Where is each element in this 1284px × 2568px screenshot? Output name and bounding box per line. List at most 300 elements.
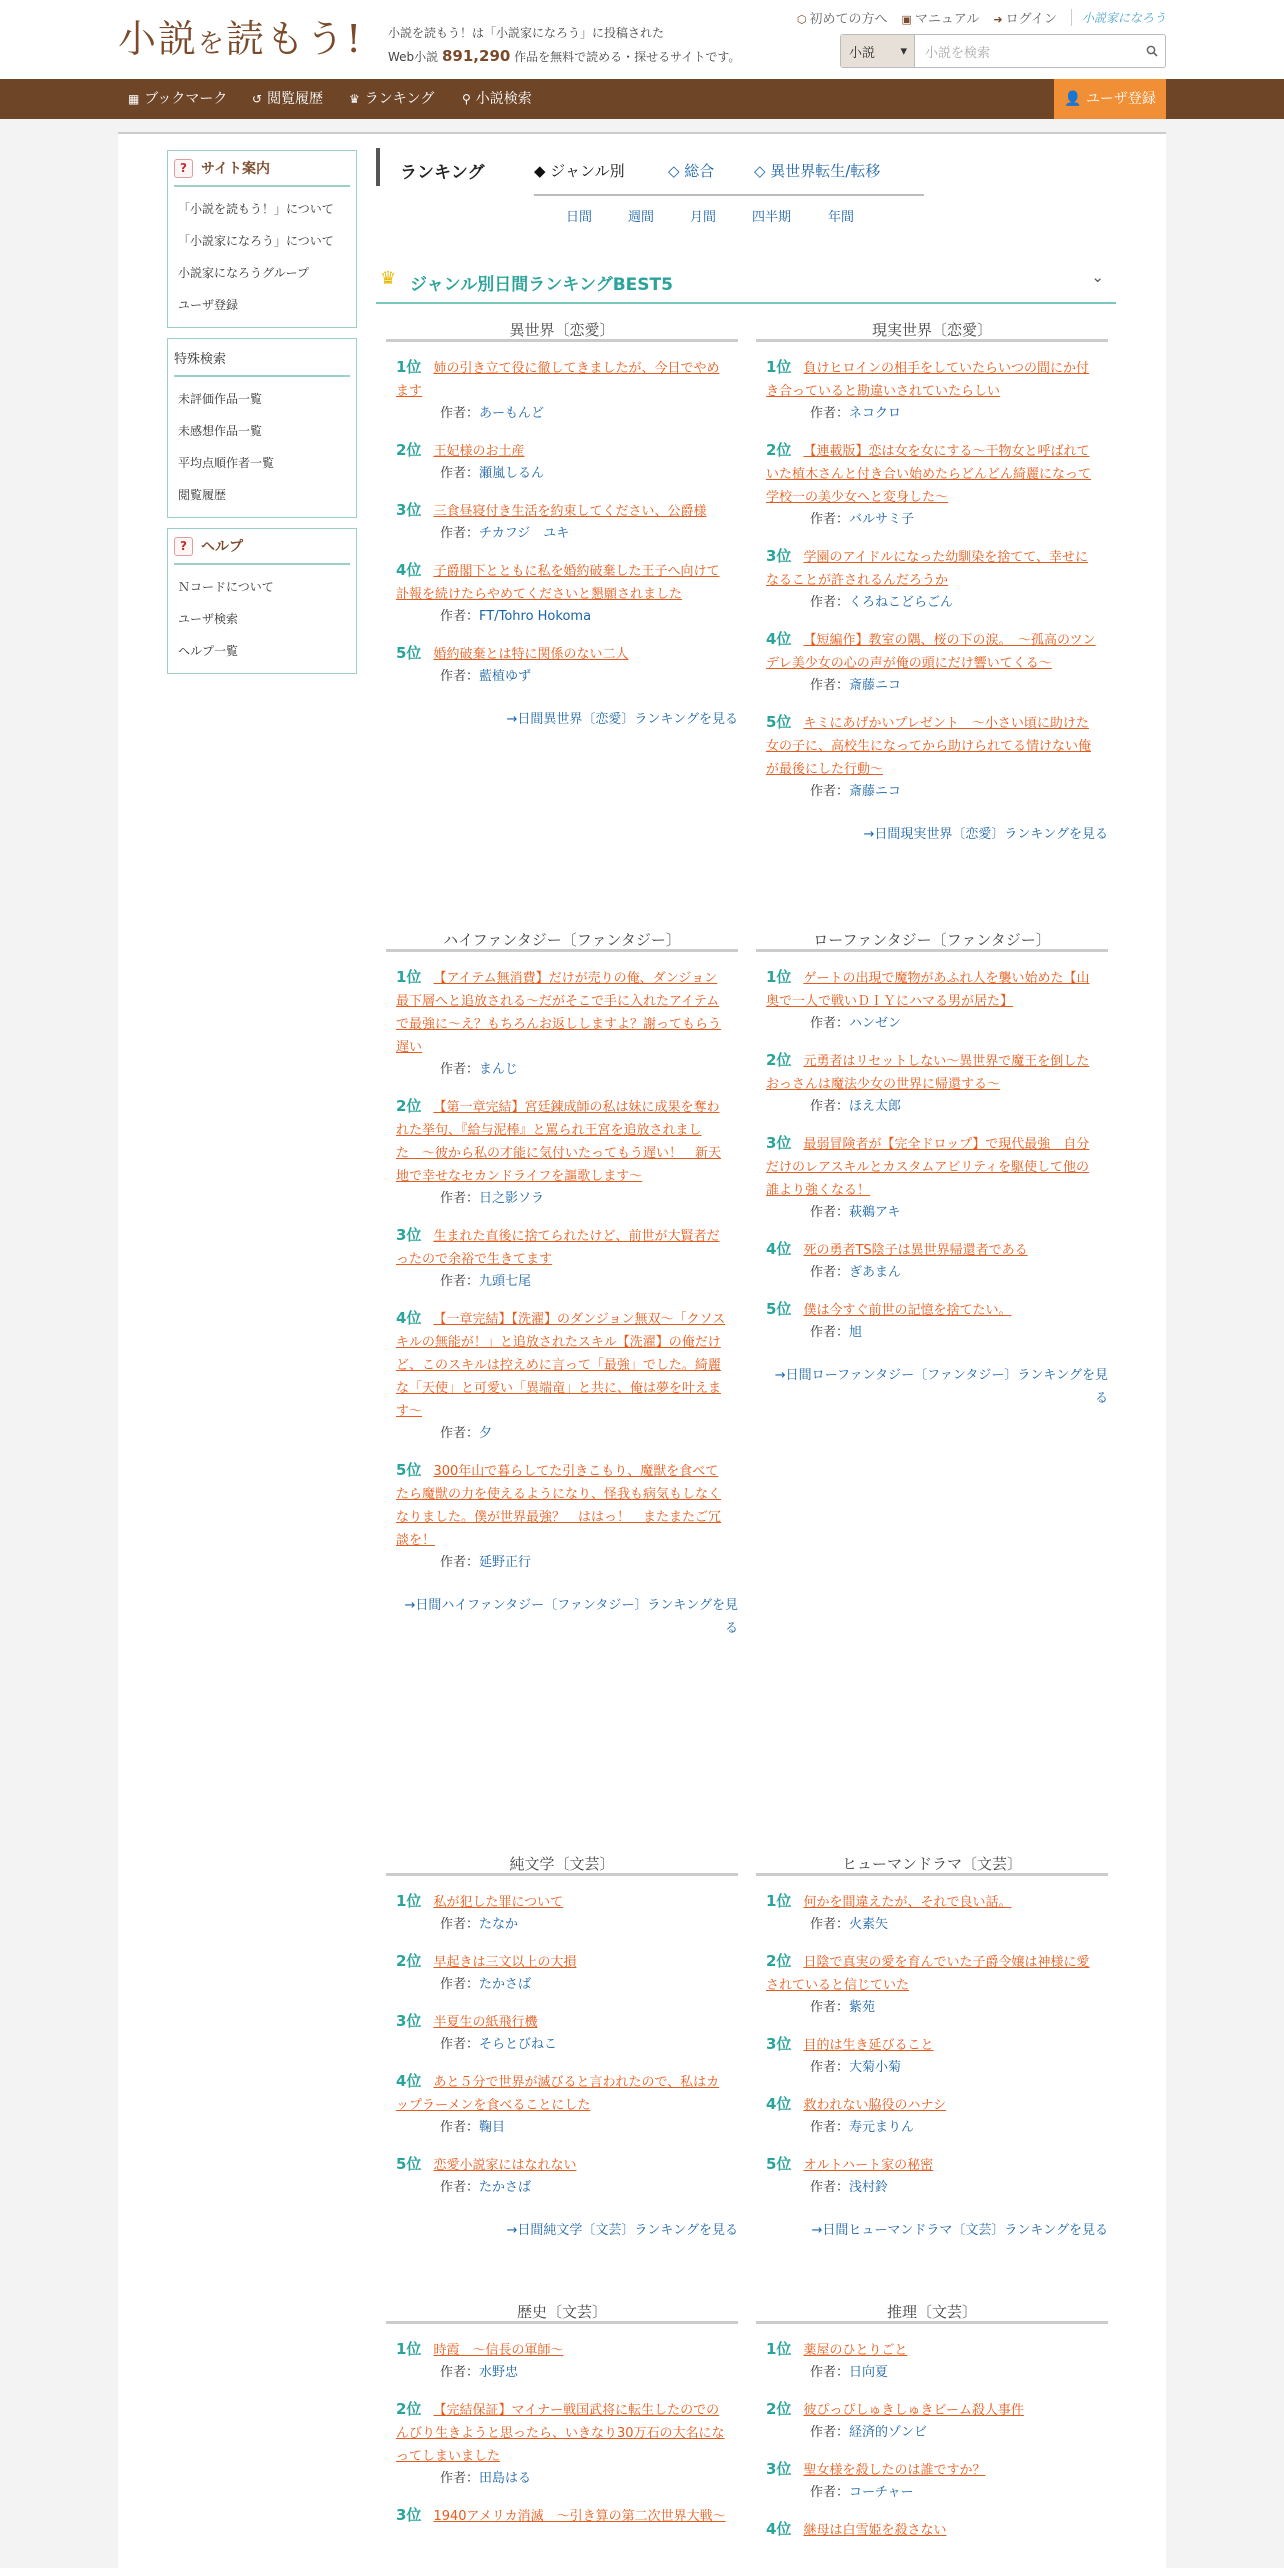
author-label: 作者： bbox=[440, 1062, 480, 1077]
period-weekly[interactable]: 週間 bbox=[628, 210, 655, 225]
site-logo[interactable]: 小説を読もう! bbox=[118, 17, 364, 61]
author-line bbox=[396, 1423, 728, 1445]
author-label: 作者： bbox=[810, 512, 850, 527]
rank-number: 5位 bbox=[396, 644, 422, 662]
genre-block bbox=[756, 1854, 1108, 2242]
author-line bbox=[766, 2422, 1098, 2444]
author-line bbox=[766, 1013, 1098, 1035]
author-label: 作者： bbox=[810, 1099, 850, 1114]
author-label: 作者： bbox=[810, 1016, 850, 1031]
novel-title-link[interactable]: 子爵閣下とともに私を婚約破棄した王子へ向けて訃報を続けたらやめてくださいと懇願されました bbox=[396, 564, 720, 602]
sidebar-item-user-search[interactable]: ユーザ検索 bbox=[178, 612, 239, 626]
site-header bbox=[0, 0, 1284, 79]
author-label: 作者： bbox=[810, 678, 850, 693]
tab-isekai[interactable]: ◇ 異世界転生/転移 bbox=[754, 162, 881, 180]
novel-title-link[interactable]: 負けヒロインの相手をしていたらいつの間にか付き合っていると勘違いされていたらしい bbox=[766, 361, 1090, 399]
novel-count: 891,290 bbox=[442, 47, 511, 65]
site-description: 小説を読もう！は「小説家になろう」に投稿された bbox=[388, 26, 665, 40]
author-line bbox=[766, 1914, 1098, 1936]
author-label: 作者： bbox=[810, 1325, 850, 1340]
ranking-entry bbox=[756, 1238, 1108, 1284]
search-type-select[interactable]: 小説 ▾ bbox=[841, 35, 915, 67]
novel-title-link[interactable]: 生まれた直後に捨てられたけど、前世が大賢者だったので余裕で生きてます bbox=[396, 1229, 720, 1267]
author-link[interactable]: ネコクロ bbox=[849, 406, 902, 421]
grid-icon: ▦ bbox=[128, 92, 140, 106]
rank-number: 3位 bbox=[766, 2035, 792, 2053]
ranking-entry bbox=[386, 1224, 738, 1293]
period-monthly[interactable]: 月間 bbox=[690, 210, 717, 225]
rank-number: 3位 bbox=[396, 2012, 422, 2030]
sidebar-title: 特殊検索 bbox=[174, 339, 350, 377]
author-link[interactable]: 斎藤ニコ bbox=[849, 678, 902, 693]
ranking-entry bbox=[756, 545, 1108, 614]
author-link[interactable]: あーもんど bbox=[479, 406, 545, 421]
manual-icon: ▣ bbox=[901, 13, 912, 26]
search-icon[interactable] bbox=[1139, 35, 1165, 67]
sidebar-item-group[interactable]: 小説家になろうグループ bbox=[178, 266, 310, 280]
rank-number: 5位 bbox=[396, 2155, 422, 2173]
nav-bookmark[interactable]: ▦ ブックマーク bbox=[128, 91, 228, 107]
author-link[interactable]: 大菊小菊 bbox=[849, 2060, 902, 2075]
author-link[interactable]: 火素矢 bbox=[849, 1917, 889, 1932]
author-label: 作者： bbox=[440, 1274, 480, 1289]
author-link[interactable]: チカフジ ユキ bbox=[479, 526, 570, 541]
guide-icon: ⬡ bbox=[796, 13, 807, 26]
ranking-entry bbox=[386, 1095, 738, 1210]
author-line bbox=[766, 2362, 1098, 2384]
author-label: 作者： bbox=[440, 2180, 480, 2195]
chevron-down-icon[interactable]: ⌄ bbox=[1091, 268, 1104, 286]
genre-title: 歴史〔文芸〕 bbox=[386, 2302, 738, 2324]
see-more-link[interactable]: →日間ローファンタジー〔ファンタジー〕ランキングを見る bbox=[774, 1368, 1108, 1406]
author-label: 作者： bbox=[440, 1977, 480, 1992]
author-link[interactable]: 萩鵜アキ bbox=[849, 1205, 901, 1220]
ranking-entry bbox=[386, 1950, 738, 1996]
author-line bbox=[396, 666, 728, 688]
novel-title-link[interactable]: 聖女様を殺したのは誰ですか？ bbox=[803, 2463, 986, 2478]
link-first-time[interactable]: ⬡ 初めての方へ bbox=[796, 12, 888, 27]
rank-number: 1位 bbox=[766, 1892, 792, 1910]
genre-ranking-header[interactable] bbox=[376, 254, 1116, 304]
sidebar-item-ncode[interactable]: Ｎコードについて bbox=[178, 580, 274, 594]
main-nav bbox=[0, 79, 1284, 119]
author-line bbox=[396, 1974, 728, 1996]
novel-title-link[interactable]: ゲートの出現で魔物があふれ人を襲い始めた【山奥で一人で戦いＤＩＹにハマる男が居た】 bbox=[766, 971, 1090, 1009]
ranking-entry bbox=[756, 2338, 1108, 2384]
ranking-entry bbox=[386, 2504, 738, 2528]
author-link[interactable]: 瀬嵐しるん bbox=[479, 466, 545, 481]
novel-title-link[interactable]: 早起きは三文以上の大損 bbox=[433, 1955, 577, 1970]
author-line bbox=[396, 1271, 728, 1293]
ranking-entry bbox=[756, 1132, 1108, 1224]
novel-title-link[interactable]: 死の勇者TS陰子は異世界帰還者である bbox=[803, 1243, 1028, 1258]
genre-title: 推理〔文芸〕 bbox=[756, 2302, 1108, 2324]
author-link[interactable]: 九頭七尾 bbox=[479, 1274, 532, 1289]
sidebar-title: ? サイト案内 bbox=[174, 151, 350, 187]
rank-number: 2位 bbox=[766, 1051, 792, 1069]
genre-title: 異世界〔恋愛〕 bbox=[386, 320, 738, 342]
rank-number: 2位 bbox=[766, 2400, 792, 2418]
ranking-entry bbox=[756, 356, 1108, 425]
novel-title-link[interactable]: 300年山で暮らしてた引きこもり、魔獣を食べてたら魔獣の力を使えるようになり、怪我も病気もしなくなりました。僕が世界最強？ ははっ！ またまたご冗談を！ bbox=[396, 1464, 722, 1548]
author-label: 作者： bbox=[440, 609, 480, 624]
ranking-entry bbox=[756, 2398, 1108, 2444]
link-login[interactable]: ➜ ログイン bbox=[993, 12, 1057, 27]
author-label: 作者： bbox=[440, 1191, 480, 1206]
nav-search[interactable]: ⚲ 小説検索 bbox=[462, 91, 532, 107]
rank-number: 4位 bbox=[766, 2095, 792, 2113]
genre-ranking-title: ジャンル別日間ランキングBEST5 bbox=[410, 275, 673, 295]
genre-block bbox=[386, 320, 738, 731]
author-link[interactable]: 浅村鈴 bbox=[849, 2180, 889, 2195]
author-label: 作者： bbox=[810, 2060, 850, 2075]
novel-title-link[interactable]: 婚約破棄とは特に関係のない二人 bbox=[433, 647, 629, 662]
author-link[interactable]: そらとびねこ bbox=[479, 2037, 558, 2052]
novel-title-link[interactable]: 1940アメリカ消滅 〜引き算の第二次世界大戦〜 bbox=[433, 2509, 726, 2524]
ranking-entry bbox=[756, 439, 1108, 531]
author-line bbox=[766, 781, 1098, 803]
author-link[interactable]: 夕 bbox=[479, 1426, 493, 1441]
author-line bbox=[396, 2468, 728, 2490]
author-line bbox=[766, 2177, 1098, 2199]
ranking-entry bbox=[756, 711, 1108, 803]
ranking-entry bbox=[756, 2518, 1108, 2542]
author-label: 作者： bbox=[440, 1426, 480, 1441]
sidebar-item-history[interactable]: 閲覧履歴 bbox=[178, 488, 227, 502]
ranking-entry bbox=[386, 2398, 738, 2490]
author-link[interactable]: ハンゼン bbox=[849, 1016, 902, 1031]
ranking-entry bbox=[756, 2093, 1108, 2139]
see-more-link[interactable]: →日間ヒューマンドラマ〔文芸〕ランキングを見る bbox=[811, 2223, 1108, 2238]
nav-ranking[interactable]: ♛ ランキング bbox=[349, 91, 435, 107]
novel-title-link[interactable]: 【一章完結】【洗濯】のダンジョン無双〜「クソスキルの無能が！」と追放されたスキル【洗濯】の俺だけど、このスキルは控えめに言って「最強」でした。綺麗な「天使」と可愛い「異端竜」と共に、俺は夢を叶えます〜 bbox=[396, 1312, 726, 1419]
author-line bbox=[396, 463, 728, 485]
genre-title: 現実世界〔恋愛〕 bbox=[756, 320, 1108, 342]
novel-title-link[interactable]: 恋愛小説家にはなれない bbox=[433, 2158, 577, 2173]
nav-history[interactable]: ↺ 閲覧履歴 bbox=[252, 91, 324, 107]
chevron-down-icon: ▾ bbox=[900, 43, 907, 59]
author-line bbox=[396, 2117, 728, 2139]
author-label: 作者： bbox=[440, 526, 480, 541]
sidebar-item-about-yomou[interactable]: 「小説を読もう！」について bbox=[178, 202, 334, 216]
ranking-entry bbox=[756, 1950, 1108, 2019]
rank-number: 5位 bbox=[766, 2155, 792, 2173]
author-label: 作者： bbox=[440, 406, 480, 421]
page-title: ランキング bbox=[400, 163, 485, 183]
question-icon: ? bbox=[174, 537, 193, 556]
ranking-entry bbox=[386, 356, 738, 425]
author-line bbox=[766, 2117, 1098, 2139]
rank-number: 3位 bbox=[396, 501, 422, 519]
ranking-entry bbox=[756, 628, 1108, 697]
history-icon: ↺ bbox=[252, 92, 263, 106]
see-more-link[interactable]: →日間現実世界〔恋愛〕ランキングを見る bbox=[863, 827, 1108, 842]
author-link[interactable]: FT/Tohro Hokoma bbox=[479, 609, 592, 624]
rank-number: 2位 bbox=[396, 1097, 422, 1115]
novel-title-link[interactable]: 何かを間違えたが、それで良い話。 bbox=[803, 1895, 1012, 1910]
ranking-entry bbox=[756, 966, 1108, 1035]
author-link[interactable]: 斎藤ニコ bbox=[849, 784, 902, 799]
main-content bbox=[118, 132, 1166, 2568]
ranking-entry bbox=[756, 2033, 1108, 2079]
author-line bbox=[396, 2034, 728, 2056]
ranking-entry bbox=[386, 2153, 738, 2199]
novel-title-link[interactable]: 王妃様のお土産 bbox=[433, 444, 525, 459]
rank-number: 5位 bbox=[766, 1300, 792, 1318]
rank-number: 1位 bbox=[396, 968, 422, 986]
novel-title-link[interactable]: キミにあげかいプレゼント 〜小さい頃に助けた女の子に、高校生になってから助けられてる情けない俺が最後にした行動〜 bbox=[766, 716, 1092, 777]
novel-title-link[interactable]: 【アイテム無消費】だけが売りの俺、ダンジョン最下層へと追放される〜だがそこで手に入れたアイテムで最強に〜え？もちろんお返ししますよ？謝ってもらう遅い bbox=[396, 971, 722, 1055]
author-line bbox=[766, 509, 1098, 531]
author-label: 作者： bbox=[440, 1917, 480, 1932]
genre-block bbox=[756, 320, 1108, 846]
author-line bbox=[396, 1188, 728, 1210]
author-link[interactable]: 延野正行 bbox=[479, 1555, 532, 1570]
author-link[interactable]: 水野忠 bbox=[479, 2365, 519, 2380]
author-label: 作者： bbox=[810, 1917, 850, 1932]
author-link[interactable]: まんじ bbox=[479, 1062, 519, 1077]
author-label: 作者： bbox=[810, 2180, 850, 2195]
rank-number: 1位 bbox=[396, 358, 422, 376]
author-line bbox=[396, 403, 728, 425]
author-line bbox=[766, 592, 1098, 614]
author-line bbox=[396, 1552, 728, 1574]
genre-block bbox=[756, 2302, 1108, 2542]
ranking-entry bbox=[386, 2338, 738, 2384]
author-link[interactable]: たかさば bbox=[479, 1977, 532, 1992]
rank-number: 2位 bbox=[396, 441, 422, 459]
author-link[interactable]: 藍植ゆず bbox=[479, 669, 532, 684]
rank-number: 1位 bbox=[766, 2340, 792, 2358]
sidebar-item-no-review[interactable]: 未感想作品一覧 bbox=[178, 424, 263, 438]
ranking-entry bbox=[756, 1298, 1108, 1344]
author-line bbox=[396, 2177, 728, 2199]
author-link[interactable]: たかさば bbox=[479, 2180, 532, 2195]
author-label: 作者： bbox=[810, 784, 850, 799]
novel-title-link[interactable]: 【連載版】恋は女を女にする〜干物女と呼ばれていた植木さんと付き合い始めたらどんどん綺麗になって学校一の美少女へと変身した〜 bbox=[766, 444, 1092, 505]
author-label: 作者： bbox=[440, 466, 480, 481]
sidebar-help bbox=[167, 528, 357, 674]
novel-title-link[interactable]: あと５分で世界が滅びると言われたので、私はカップラーメンを食べることにした bbox=[396, 2075, 720, 2113]
novel-title-link[interactable]: 【完結保証】マイナー戦国武将に転生したのでのんびり生きようと思ったら、いきなり30万石の大名になってしまいました bbox=[396, 2403, 725, 2464]
author-line bbox=[396, 1914, 728, 1936]
genre-block bbox=[756, 930, 1108, 1410]
author-link[interactable]: 紫苑 bbox=[849, 2000, 876, 2015]
ranking-entry bbox=[756, 2458, 1108, 2504]
novel-title-link[interactable]: 救われない脇役のハナシ bbox=[803, 2098, 947, 2113]
see-more-link[interactable]: →日間純文学〔文芸〕ランキングを見る bbox=[506, 2223, 738, 2238]
question-icon: ? bbox=[174, 159, 193, 178]
novel-title-link[interactable]: 元勇者はリセットしない〜異世界で魔王を倒したおっさんは魔法少女の世界に帰還する〜 bbox=[766, 1054, 1090, 1092]
site-stats: Web小説 891,290 作品を無料で読める・探せるサイトです。 bbox=[388, 47, 741, 65]
rank-number: 1位 bbox=[396, 1892, 422, 1910]
novel-title-link[interactable]: オルトハート家の秘密 bbox=[803, 2158, 934, 2173]
rank-number: 3位 bbox=[396, 1226, 422, 1244]
narou-brand-link[interactable]: 小説家になろう bbox=[1071, 9, 1166, 26]
novel-title-link[interactable]: 僕は今すぐ前世の記憶を捨てたい。 bbox=[803, 1303, 1012, 1318]
author-link[interactable]: 寿元まりん bbox=[849, 2120, 915, 2135]
author-link[interactable]: 鞠目 bbox=[479, 2120, 506, 2135]
novel-title-link[interactable]: 私が犯した罪について bbox=[433, 1895, 564, 1910]
ranking-entry bbox=[386, 2010, 738, 2056]
rank-number: 4位 bbox=[766, 2520, 792, 2538]
author-label: 作者： bbox=[440, 2471, 480, 2486]
author-link[interactable]: 経済的ゾンビ bbox=[849, 2425, 928, 2440]
novel-title-link[interactable]: 【短編作】教室の隅、桜の下の涙。 〜孤高のツンデレ美少女の心の声が俺の頭にだけ響いてくる〜 bbox=[766, 633, 1096, 671]
author-link[interactable]: くろねこどらごん bbox=[849, 595, 954, 610]
rank-number: 1位 bbox=[766, 358, 792, 376]
author-label: 作者： bbox=[810, 406, 850, 421]
period-daily[interactable]: 日間 bbox=[566, 210, 593, 225]
author-link[interactable]: ほえ太郎 bbox=[849, 1099, 902, 1114]
sidebar-item-help-list[interactable]: ヘルプ一覧 bbox=[178, 644, 239, 658]
novel-title-link[interactable]: 学園のアイドルになった幼馴染を捨てて、幸せになることが許されるんだろうか bbox=[766, 550, 1089, 588]
novel-title-link[interactable]: 姉の引き立て役に徹してきましたが、今日でやめます bbox=[396, 361, 720, 399]
genre-title: 純文学〔文芸〕 bbox=[386, 1854, 738, 1876]
author-line bbox=[766, 675, 1098, 697]
rank-number: 4位 bbox=[396, 2072, 422, 2090]
author-link[interactable]: ぎあまん bbox=[849, 1265, 902, 1280]
see-more-link[interactable]: →日間異世界〔恋愛〕ランキングを見る bbox=[506, 712, 738, 727]
ranking-entry bbox=[386, 1890, 738, 1936]
ranking-entry bbox=[386, 439, 738, 485]
search-box bbox=[840, 34, 1166, 68]
novel-title-link[interactable]: 薬屋のひとりごと bbox=[803, 2343, 908, 2358]
period-quarterly[interactable]: 四半期 bbox=[752, 210, 792, 225]
author-label: 作者： bbox=[810, 595, 850, 610]
author-line bbox=[766, 2057, 1098, 2079]
sidebar-item-user-register[interactable]: ユーザ登録 bbox=[178, 298, 239, 312]
novel-title-link[interactable]: 半夏生の紙飛行機 bbox=[433, 2015, 538, 2030]
novel-title-link[interactable]: 最弱冒険者が【完全ドロップ】で現代最強 自分だけのレアスキルとカスタムアビリティを駆使して他の誰より強くなる！ bbox=[766, 1137, 1090, 1198]
author-label: 作者： bbox=[810, 2000, 850, 2015]
rank-number: 1位 bbox=[766, 968, 792, 986]
author-link[interactable]: 旭 bbox=[849, 1325, 863, 1340]
genre-title: ヒューマンドラマ〔文芸〕 bbox=[756, 1854, 1108, 1876]
novel-title-link[interactable]: 継母は白雪姫を殺さない bbox=[803, 2523, 947, 2538]
ranking-entry bbox=[386, 559, 738, 628]
ranking-entry bbox=[756, 1890, 1108, 1936]
author-label: 作者： bbox=[810, 2485, 850, 2500]
rank-number: 3位 bbox=[766, 2460, 792, 2478]
tab-genre[interactable]: ◆ ジャンル別 bbox=[534, 162, 625, 180]
rank-number: 2位 bbox=[766, 441, 792, 459]
author-line bbox=[396, 523, 728, 545]
period-yearly[interactable]: 年間 bbox=[828, 210, 855, 225]
author-label: 作者： bbox=[440, 669, 480, 684]
ranking-entry bbox=[386, 2070, 738, 2139]
author-link[interactable]: 日之影ソラ bbox=[479, 1191, 545, 1206]
search-input[interactable]: 小説を検索 bbox=[925, 45, 991, 61]
genre-title: ローファンタジー〔ファンタジー〕 bbox=[756, 930, 1108, 952]
user-icon: 👤 bbox=[1064, 91, 1086, 107]
genre-block bbox=[386, 1854, 738, 2242]
novel-title-link[interactable]: 時霞 〜信長の軍師〜 bbox=[433, 2343, 564, 2358]
crown-icon: ♛ bbox=[380, 268, 397, 289]
user-register-button[interactable]: 👤 ユーザ登録 bbox=[1054, 79, 1166, 119]
author-line bbox=[396, 1059, 728, 1081]
rank-number: 2位 bbox=[766, 1952, 792, 1970]
genre-block bbox=[386, 930, 738, 1640]
tab-overall[interactable]: ◇ 総合 bbox=[668, 162, 715, 180]
link-manual[interactable]: ▣ マニュアル bbox=[901, 12, 980, 27]
rank-number: 2位 bbox=[396, 2400, 422, 2418]
tab-underline bbox=[534, 194, 924, 196]
author-line bbox=[766, 2482, 1098, 2504]
author-line bbox=[766, 1096, 1098, 1118]
author-label: 作者： bbox=[810, 2425, 850, 2440]
see-more-link[interactable]: →日間ハイファンタジー〔ファンタジー〕ランキングを見る bbox=[404, 1598, 738, 1636]
genre-title: ハイファンタジー〔ファンタジー〕 bbox=[386, 930, 738, 952]
rank-number: 5位 bbox=[766, 713, 792, 731]
author-link[interactable]: バルサミ子 bbox=[849, 512, 915, 527]
author-line bbox=[766, 1322, 1098, 1344]
author-link[interactable]: たなか bbox=[479, 1917, 519, 1932]
author-label: 作者： bbox=[440, 2120, 480, 2135]
rank-number: 4位 bbox=[396, 1309, 422, 1327]
novel-title-link[interactable]: 彼ぴっぴしゅきしゅきビーム殺人事件 bbox=[803, 2403, 1024, 2418]
author-label: 作者： bbox=[440, 1555, 480, 1570]
rank-number: 4位 bbox=[396, 561, 422, 579]
sidebar-item-unrated[interactable]: 未評価作品一覧 bbox=[178, 392, 263, 406]
author-link[interactable]: 日向夏 bbox=[849, 2365, 889, 2380]
ranking-entry bbox=[386, 966, 738, 1081]
rank-number: 5位 bbox=[396, 1461, 422, 1479]
author-link[interactable]: コーチャー bbox=[849, 2485, 914, 2500]
sidebar-item-avg-score[interactable]: 平均点順作者一覧 bbox=[178, 456, 275, 470]
ranking-entry bbox=[386, 1307, 738, 1445]
author-line bbox=[396, 606, 728, 628]
ranking-entry bbox=[756, 2153, 1108, 2199]
rank-number: 1位 bbox=[396, 2340, 422, 2358]
top-links bbox=[797, 8, 1166, 27]
author-line bbox=[766, 1262, 1098, 1284]
ranking-entry bbox=[386, 1459, 738, 1574]
login-icon: ➜ bbox=[993, 13, 1003, 26]
author-label: 作者： bbox=[810, 1205, 850, 1220]
rank-number: 4位 bbox=[766, 1240, 792, 1258]
search-icon: ⚲ bbox=[462, 92, 471, 106]
author-label: 作者： bbox=[810, 2365, 850, 2380]
author-label: 作者： bbox=[810, 1265, 850, 1280]
sidebar-item-about-narou[interactable]: 「小説家になろう」について bbox=[178, 234, 334, 248]
novel-title-link[interactable]: 三食昼寝付き生活を約束してください、公爵様 bbox=[433, 504, 707, 519]
author-label: 作者： bbox=[810, 2120, 850, 2135]
ranking-entry bbox=[386, 499, 738, 545]
sidebar-title: ? ヘルプ bbox=[174, 529, 350, 565]
ranking-entry bbox=[386, 642, 738, 688]
author-line bbox=[396, 2362, 728, 2384]
sidebar-special-search bbox=[167, 338, 357, 518]
novel-title-link[interactable]: 【第一章完結】宮廷錬成師の私は妹に成果を奪われた挙句、『給与泥棒』と罵られ王宮を追放されました 〜彼から私の才能に気付いたってもう遅い！ 新天地で幸せなセカンドライフを謳歌します〜 bbox=[396, 1100, 722, 1184]
rank-number: 4位 bbox=[766, 630, 792, 648]
novel-title-link[interactable]: 目的は生き延びること bbox=[803, 2038, 934, 2053]
author-link[interactable]: 田島はる bbox=[479, 2471, 532, 2486]
crown-icon: ♛ bbox=[349, 92, 360, 106]
rank-number: 3位 bbox=[766, 547, 792, 565]
rank-number: 3位 bbox=[396, 2506, 422, 2524]
ranking-title-bar bbox=[376, 148, 380, 186]
genre-block bbox=[386, 2302, 738, 2528]
novel-title-link[interactable]: 日陰で真実の愛を育んでいた子爵令嬢は神様に愛されていると信じていた bbox=[766, 1955, 1090, 1993]
author-line bbox=[766, 1997, 1098, 2019]
ranking-entry bbox=[756, 1049, 1108, 1118]
author-label: 作者： bbox=[440, 2037, 480, 2052]
author-label: 作者： bbox=[440, 2365, 480, 2380]
author-line bbox=[766, 403, 1098, 425]
rank-number: 3位 bbox=[766, 1134, 792, 1152]
author-line bbox=[766, 1202, 1098, 1224]
